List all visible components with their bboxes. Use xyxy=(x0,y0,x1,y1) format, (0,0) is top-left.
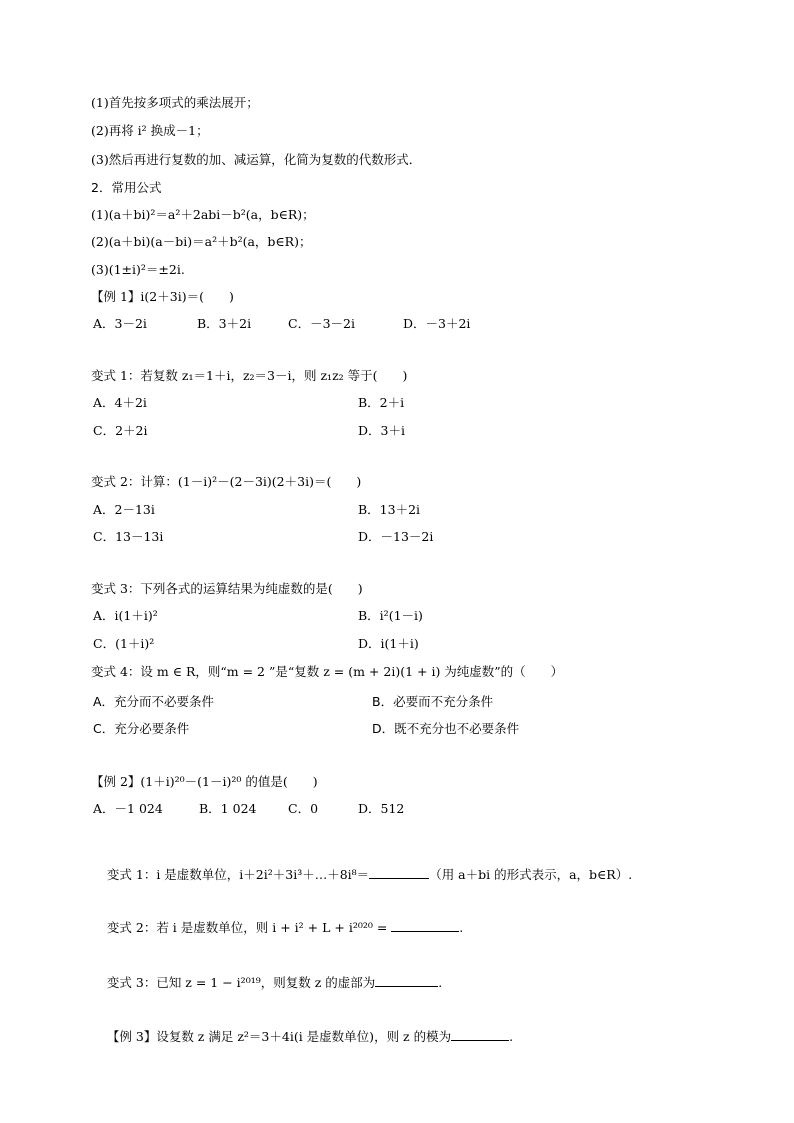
formula-2: (2)(a＋bi)(a－bi)＝a²＋b²(a，b∈R)； xyxy=(91,234,312,249)
fill-variant-1-suffix: （用 a＋bi 的形式表示，a，b∈R）. xyxy=(429,867,633,882)
variant-4-option-d: D．既不充分也不必要条件 xyxy=(372,721,520,736)
variant-4-question: 变式 4：设 m ∈ R，则“m = 2 ”是“复数 z = (m + 2i)(1 + i) 为纯虚数”的（ ） xyxy=(91,664,564,679)
example-1-option-b: B．3＋2i xyxy=(197,316,252,331)
fill-variant-3-suffix: . xyxy=(438,975,443,990)
example-2-option-b: B．1 024 xyxy=(199,801,257,816)
variant-2-option-b: B．13＋2i xyxy=(358,502,421,517)
step-1: (1)首先按多项式的乘法展开； xyxy=(91,95,259,110)
example-2-option-a: A．－1 024 xyxy=(93,801,163,816)
variant-2-option-d: D．－13－2i xyxy=(358,529,434,544)
example-2-option-d: D．512 xyxy=(358,801,405,816)
step-2: (2)再将 i² 换成－1； xyxy=(91,123,209,138)
answer-blank[interactable] xyxy=(375,974,438,987)
variant-1-option-d: D．3＋i xyxy=(358,423,405,438)
variant-4-option-a: A．充分而不必要条件 xyxy=(93,694,215,709)
example-1-option-d: D．－3＋2i xyxy=(403,316,471,331)
formula-3: (3)(1±i)²＝±2i. xyxy=(91,262,185,277)
variant-1-option-b: B．2＋i xyxy=(358,395,405,410)
example-2-option-c: C．0 xyxy=(288,801,319,816)
example-1-option-c: C．－3－2i xyxy=(288,316,355,331)
variant-3-option-a: A．i(1＋i)² xyxy=(93,608,158,623)
variant-1-option-c: C．2＋2i xyxy=(93,423,148,438)
variant-1-question: 变式 1：若复数 z₁＝1＋i，z₂＝3－i，则 z₁z₂ 等于( ) xyxy=(91,368,408,383)
variant-4-option-c: C．充分必要条件 xyxy=(93,721,190,736)
example-3 xyxy=(91,1012,513,1061)
variant-3-option-c: C．(1＋i)² xyxy=(93,636,155,651)
variant-2-question: 变式 2：计算：(1－i)²－(2－3i)(2＋3i)＝( ) xyxy=(91,474,362,489)
variant-2-option-a: A．2－13i xyxy=(93,502,155,517)
answer-blank[interactable] xyxy=(391,919,459,932)
variant-2-option-c: C．13－13i xyxy=(93,529,164,544)
variant-3-question: 变式 3：下列各式的运算结果为纯虚数的是( ) xyxy=(91,581,363,596)
fill-variant-1-prefix: 变式 1：i 是虚数单位，i＋2i²＋3i³＋…＋8i⁸＝ xyxy=(106,867,370,882)
variant-1-option-a: A．4＋2i xyxy=(93,395,147,410)
example-2-question: 【例 2】(1＋i)²⁰－(1－i)²⁰ 的值是( ) xyxy=(91,774,318,789)
example-3-suffix: . xyxy=(509,1029,514,1044)
answer-blank[interactable] xyxy=(451,1028,509,1041)
example-1-question: 【例 1】i(2＋3i)＝( ) xyxy=(91,289,234,304)
fill-variant-1 xyxy=(91,850,632,899)
fill-variant-2 xyxy=(91,903,463,952)
fill-variant-3 xyxy=(91,958,442,1007)
example-1-option-a: A．3－2i xyxy=(93,316,147,331)
fill-variant-3-prefix: 变式 3：已知 z = 1 − i²⁰¹⁹，则复数 z 的虚部为 xyxy=(106,975,376,990)
variant-4-option-b: B．必要而不充分条件 xyxy=(372,694,494,709)
fill-variant-2-suffix: . xyxy=(459,920,464,935)
fill-variant-2-prefix: 变式 2：若 i 是虚数单位，则 i + i² + L + i²⁰²⁰ = xyxy=(106,920,392,935)
variant-3-option-b: B．i²(1－i) xyxy=(358,608,423,623)
formula-1: (1)(a＋bi)²＝a²＋2abi－b²(a，b∈R)； xyxy=(91,207,315,222)
step-3: (3)然后再进行复数的加、减运算，化简为复数的代数形式． xyxy=(91,152,422,167)
answer-blank[interactable] xyxy=(369,866,429,879)
section-heading: 2．常用公式 xyxy=(91,180,162,195)
example-3-prefix: 【例 3】设复数 z 满足 z²＝3＋4i(i 是虚数单位)，则 z 的模为 xyxy=(106,1029,452,1044)
variant-3-option-d: D．i(1＋i) xyxy=(358,636,419,651)
